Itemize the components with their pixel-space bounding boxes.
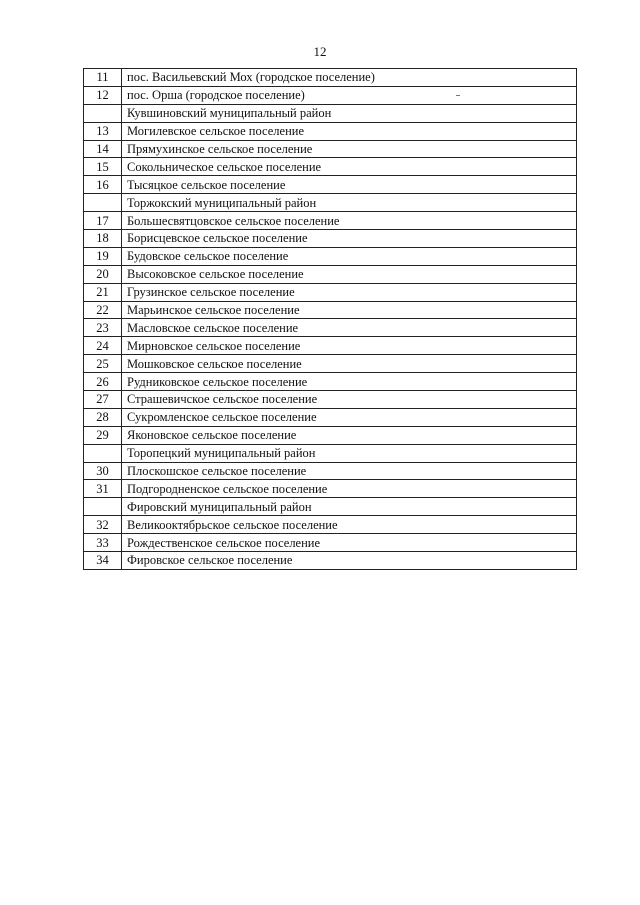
settlement-name: Великооктябрьское сельское поселение (122, 516, 577, 534)
row-number: 23 (84, 319, 122, 337)
table-row (84, 408, 577, 426)
settlement-name: пос. Орша (городское поселение) (122, 86, 577, 104)
row-number: 29 (84, 426, 122, 444)
district-name: Кувшиновский муниципальный район (122, 104, 577, 122)
row-number: 16 (84, 176, 122, 194)
row-number: 15 (84, 158, 122, 176)
settlement-name: Грузинское сельское поселение (122, 283, 577, 301)
settlement-name: Сокольническое сельское поселение (122, 158, 577, 176)
row-number (84, 498, 122, 516)
settlement-name: Могилевское сельское поселение (122, 122, 577, 140)
settlement-name: Мирновское сельское поселение (122, 337, 577, 355)
row-number: 11 (84, 69, 122, 87)
row-number: 33 (84, 534, 122, 552)
row-number (84, 194, 122, 212)
table-row (84, 230, 577, 248)
row-number: 28 (84, 408, 122, 426)
settlements-table (83, 68, 577, 570)
row-number: 24 (84, 337, 122, 355)
table-row (84, 534, 577, 552)
settlement-name: Тысяцкое сельское поселение (122, 176, 577, 194)
settlement-name: Фировское сельское поселение (122, 552, 577, 570)
settlement-name: Борисцевское сельское поселение (122, 230, 577, 248)
row-number: 21 (84, 283, 122, 301)
district-header-row (84, 498, 577, 516)
settlement-name: Сукромленское сельское поселение (122, 408, 577, 426)
row-number: 17 (84, 212, 122, 230)
settlement-name: Марьинское сельское поселение (122, 301, 577, 319)
row-number: 30 (84, 462, 122, 480)
table-row (84, 373, 577, 391)
settlement-name: Масловское сельское поселение (122, 319, 577, 337)
table-row (84, 122, 577, 140)
district-name: Торопецкий муниципальный район (122, 444, 577, 462)
district-name: Торжокский муниципальный район (122, 194, 577, 212)
row-number: 31 (84, 480, 122, 498)
row-number: 13 (84, 122, 122, 140)
row-number: 26 (84, 373, 122, 391)
row-number (84, 104, 122, 122)
district-header-row (84, 194, 577, 212)
table-row (84, 301, 577, 319)
table-row (84, 462, 577, 480)
row-number: 18 (84, 230, 122, 248)
row-number: 19 (84, 247, 122, 265)
settlement-name: Плоскошское сельское поселение (122, 462, 577, 480)
table-row (84, 86, 577, 104)
settlement-name: Прямухинское сельское поселение (122, 140, 577, 158)
table-row (84, 265, 577, 283)
row-number (84, 444, 122, 462)
settlement-name: Мошковское сельское поселение (122, 355, 577, 373)
settlement-name: Яконовское сельское поселение (122, 426, 577, 444)
table-row (84, 176, 577, 194)
table-row (84, 480, 577, 498)
settlement-name: Рудниковское сельское поселение (122, 373, 577, 391)
row-number: 12 (84, 86, 122, 104)
row-number: 27 (84, 391, 122, 409)
table-row (84, 69, 577, 87)
settlement-name: Страшевичское сельское поселение (122, 391, 577, 409)
row-number: 14 (84, 140, 122, 158)
table-row (84, 212, 577, 230)
table-row (84, 552, 577, 570)
table-row (84, 283, 577, 301)
row-number: 32 (84, 516, 122, 534)
row-number: 25 (84, 355, 122, 373)
settlement-name: Большесвятцовское сельское поселение (122, 212, 577, 230)
district-header-row (84, 104, 577, 122)
table-row (84, 426, 577, 444)
table-row (84, 247, 577, 265)
table-row (84, 158, 577, 176)
row-number: 22 (84, 301, 122, 319)
district-name: Фировский муниципальный район (122, 498, 577, 516)
settlement-name: Высоковское сельское поселение (122, 265, 577, 283)
row-number: 20 (84, 265, 122, 283)
table-row (84, 337, 577, 355)
page-number: 12 (313, 44, 327, 59)
table-row (84, 140, 577, 158)
table-row (84, 391, 577, 409)
settlement-name: Подгородненское сельское поселение (122, 480, 577, 498)
settlement-name: Будовское сельское поселение (122, 247, 577, 265)
table-row (84, 319, 577, 337)
row-number: 34 (84, 552, 122, 570)
settlements-table-body (84, 69, 577, 570)
settlement-name: Рождественское сельское поселение (122, 534, 577, 552)
table-row (84, 355, 577, 373)
district-header-row (84, 444, 577, 462)
settlement-name: пос. Васильевский Мох (городское поселение) (122, 69, 577, 87)
table-row (84, 516, 577, 534)
